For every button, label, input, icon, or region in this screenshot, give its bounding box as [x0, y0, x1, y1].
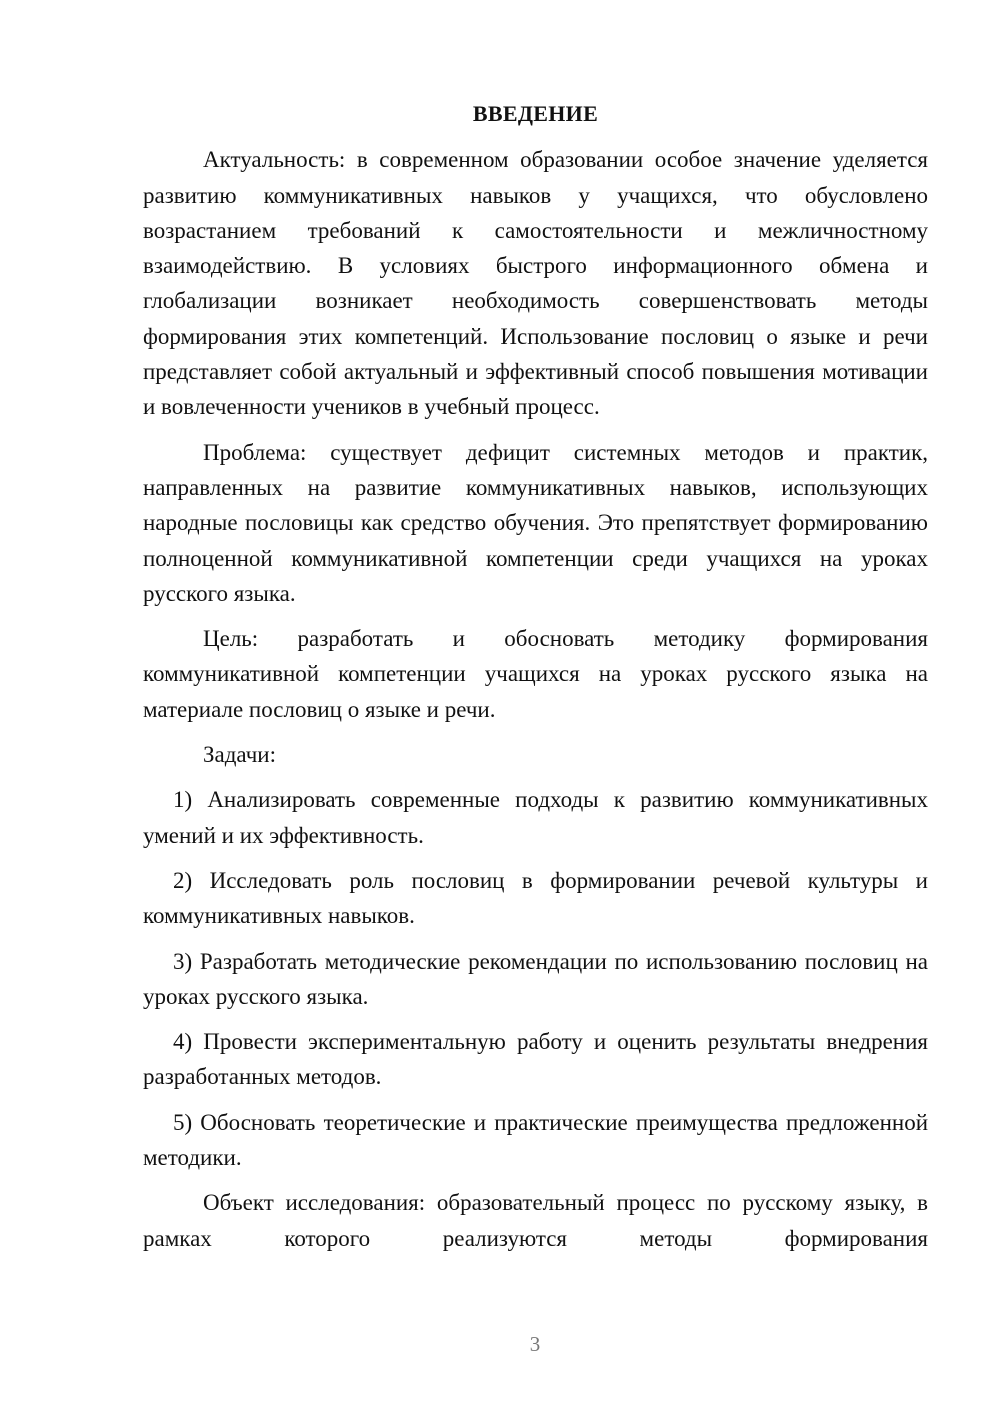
task-item: 3) Разработать методические рекомендации по использованию пословиц на уроках русского языка.: [143, 948, 928, 1009]
task-item: 5) Обосновать теоретические и практические преимущества предложенной методики.: [143, 1109, 928, 1171]
task-item: 4) Провести экспериментальную работу и оценить результаты внедрения разработанных методов.: [143, 1029, 928, 1090]
paragraph-goal: Цель: разработать и обосновать методику формирования коммуникативной компетенции учащихся на уроках русского языка на материале пословиц о языке и речи.: [143, 626, 928, 722]
paragraph-problem: Проблема: существует дефицит системных методов и практик, направленных на развитие коммуникативных навыков, использующих народные пословицы как средство обучения. Это препятствует формированию полноценной коммуникативной компетенции среди учащихся на уроках русского языка.: [143, 439, 928, 606]
section-title: ВВЕДЕНИЕ: [472, 101, 599, 126]
tasks-heading: Задачи:: [203, 742, 276, 768]
task-item: 2) Исследовать роль пословиц в формировании речевой культуры и коммуникативных навыков.: [143, 867, 928, 929]
paragraph-object: Объект исследования: образовательный процесс по русскому языку, в рамках которого реализуются методы формирования: [143, 1190, 928, 1251]
page-number: 3: [529, 1332, 541, 1356]
document-page: [143, 96, 928, 1266]
paragraph-relevance: Актуальность: в современном образовании особое значение уделяется развитию коммуникативных навыков у учащихся, что обусловлено возрастанием требований к самостоятельности и межличностному взаимодействию. В условиях быстрого информационного обмена и глобализации возникает необходимость совершенствовать методы формирования этих компетенций. Использование пословиц о языке и речи представляет собой актуальный и эффективный способ повышения мотивации и вовлеченности учеников в учебный процесс.: [143, 147, 928, 420]
task-item: 1) Анализировать современные подходы к развитию коммуникативных умений и их эффективность.: [143, 787, 928, 848]
